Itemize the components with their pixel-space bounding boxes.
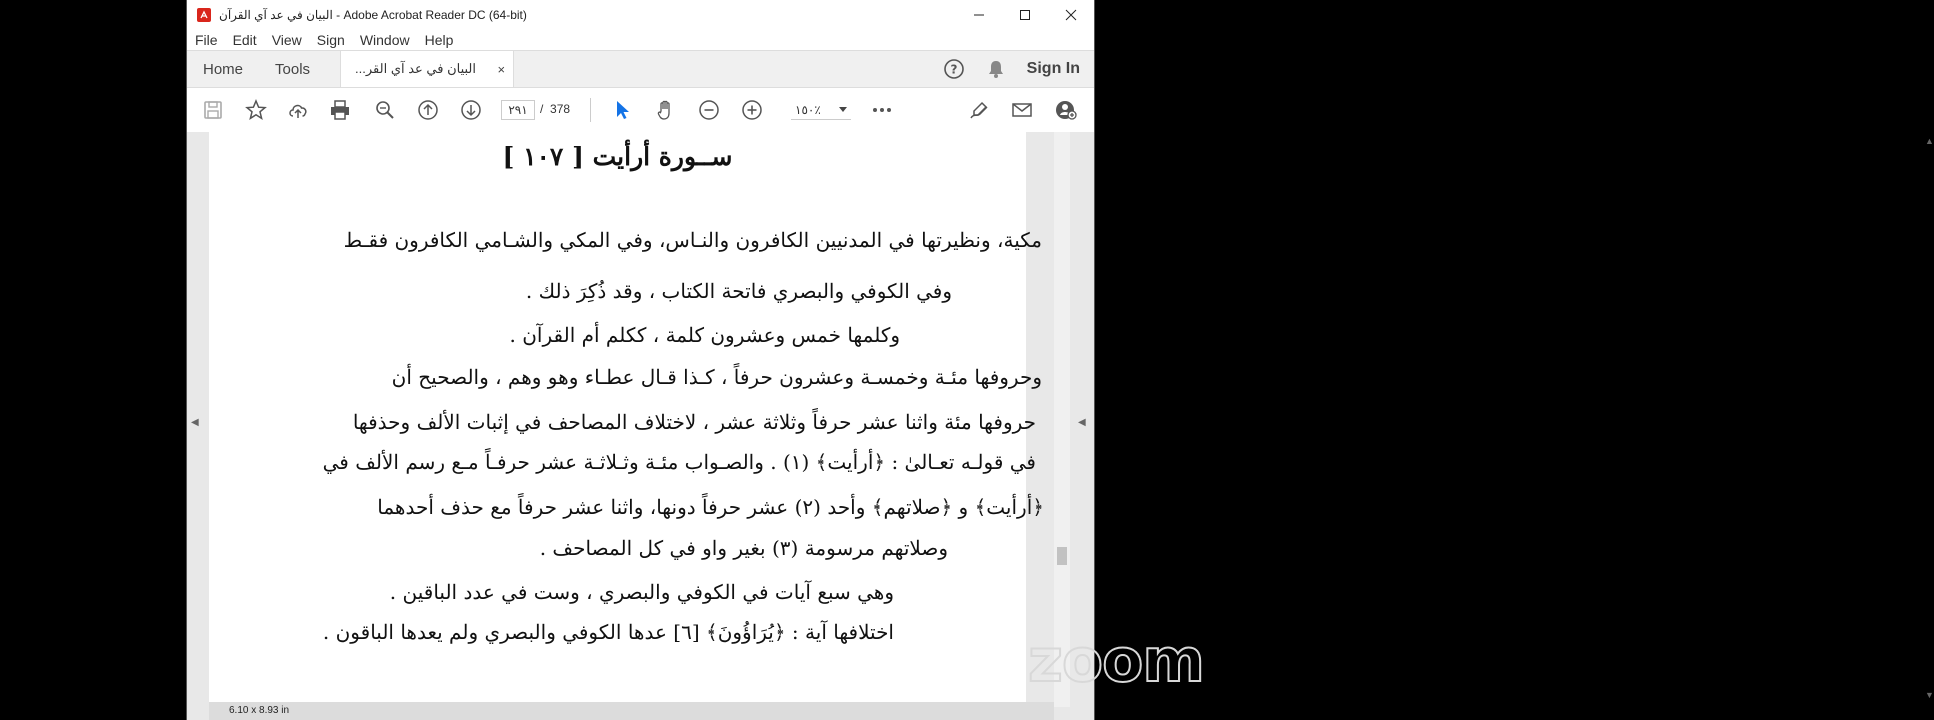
page-heading: ســورة أرأيت [ ١٠٧ ] [502,142,733,171]
title-bar [187,0,1094,30]
text-line-4: وحروفها مئـة وخمسـة وعشرون حرفاً ، كـذا قـال عطـاء وهو وهم ، والصحيح أن [391,365,1042,389]
select-cursor-icon[interactable] [611,98,635,122]
page-count [540,102,570,116]
menu-bar [187,30,1094,50]
window-title: البيان في عد آي القرآن - Adobe Acrobat Reader DC (64-bit) [219,8,527,22]
previous-page-icon[interactable] [416,98,440,122]
menu-file[interactable]: File [195,32,218,48]
hand-tool-icon[interactable] [654,98,678,122]
scroll-up-icon[interactable]: ▲ [1925,136,1934,146]
text-line-7: ﴿أرأيت﴾ و ﴿صلاتهم﴾ وأحد (٢) عشر حرفاً دونها، واثنا عشر حرفاً مع حذف أحدهما [377,495,1044,519]
scroll-down-icon[interactable]: ▼ [1925,690,1934,700]
page-size-label: 6.10 x 8.93 in [229,705,290,716]
maximize-button[interactable] [1002,0,1048,30]
scrollbar-thumb[interactable] [1057,547,1067,565]
share-user-icon[interactable] [1054,98,1078,122]
next-page-icon[interactable] [459,98,483,122]
search-icon[interactable] [373,98,397,122]
tab-document[interactable] [340,51,514,87]
menu-view[interactable]: View [271,32,302,48]
pdf-page [209,132,1044,707]
acrobat-app-icon [197,8,211,22]
zoom-in-icon[interactable] [740,98,764,122]
chevron-down-icon [839,107,847,113]
text-line-5: حروفها مئة واثنا عشر حرفاً وثلاثة عشر ، لاختلاف المصاحف في إثبات الألف وحذفها [352,410,1036,434]
page-separator: / [540,102,544,116]
menu-help[interactable]: Help [424,32,454,48]
page-total: 378 [550,102,571,116]
text-line-1: مكية، ونظيرتها في المدنيين الكافرون والنـاس، وفي المكي والشـامي الكافرون فقـط [343,228,1042,252]
left-panel-toggle-icon[interactable]: ◀ [191,417,199,428]
page-number-input[interactable]: ٢٩١ [501,100,535,120]
text-line-10: اختلافها آية : ﴿يُرَاؤُونَ﴾ [٦] عدها الكوفي والبصري ولم يعدها الباقون . [322,620,894,644]
text-line-9: وهي سبع آيات في الكوفي والبصري ، وست في عدد الباقين . [389,580,894,604]
close-tab-icon[interactable]: × [497,61,506,77]
text-line-2: وفي الكوفي والبصري فاتحة الكتاب ، وقد ذُكِرَ ذلك . [525,279,952,303]
minimize-button[interactable] [956,0,1002,30]
save-icon[interactable] [201,98,225,122]
text-line-6: في قولـه تعـالىٰ : ﴿أرأيت﴾ (١) . والصـواب مئـة وثـلاثـة عشر حرفـاً مـع رسم الألف في [322,450,1036,474]
help-icon[interactable] [943,58,965,80]
notification-bell-icon[interactable] [985,58,1007,80]
tab-bar [187,50,1094,88]
tab-tools[interactable]: Tools [275,60,311,78]
zoom-level-select[interactable] [791,100,851,120]
text-line-8: وصلاتهم مرسومة (٣) بغير واو في كل المصاحف . [539,536,948,560]
tab-document-label: البيان في عد آي القر... [355,61,476,76]
menu-sign[interactable]: Sign [316,32,345,48]
zoom-level-value: ١٥٠٪ [795,102,821,117]
cloud-upload-icon[interactable] [286,98,310,122]
toolbar-divider [590,98,591,122]
zoom-watermark-logo: zoom [1028,626,1204,696]
print-icon[interactable] [328,98,352,122]
fill-sign-icon[interactable] [967,98,991,122]
zoom-out-icon[interactable] [697,98,721,122]
status-bar [209,702,1054,720]
sign-in-button[interactable]: Sign In [1026,60,1080,77]
text-line-3: وكلمها خمس وعشرون كلمة ، ككلم أم القرآن . [509,323,900,347]
bookmark-star-icon[interactable] [244,98,268,122]
svg-text:?: ? [950,62,958,77]
right-panel-toggle-icon[interactable]: ◀ [1078,417,1086,428]
email-icon[interactable] [1010,98,1034,122]
tab-home[interactable]: Home [203,60,244,78]
toolbar [187,88,1094,133]
close-window-button[interactable] [1048,0,1094,30]
more-tools-icon[interactable] [870,98,894,122]
menu-window[interactable]: Window [359,32,410,48]
menu-edit[interactable]: Edit [232,32,257,48]
